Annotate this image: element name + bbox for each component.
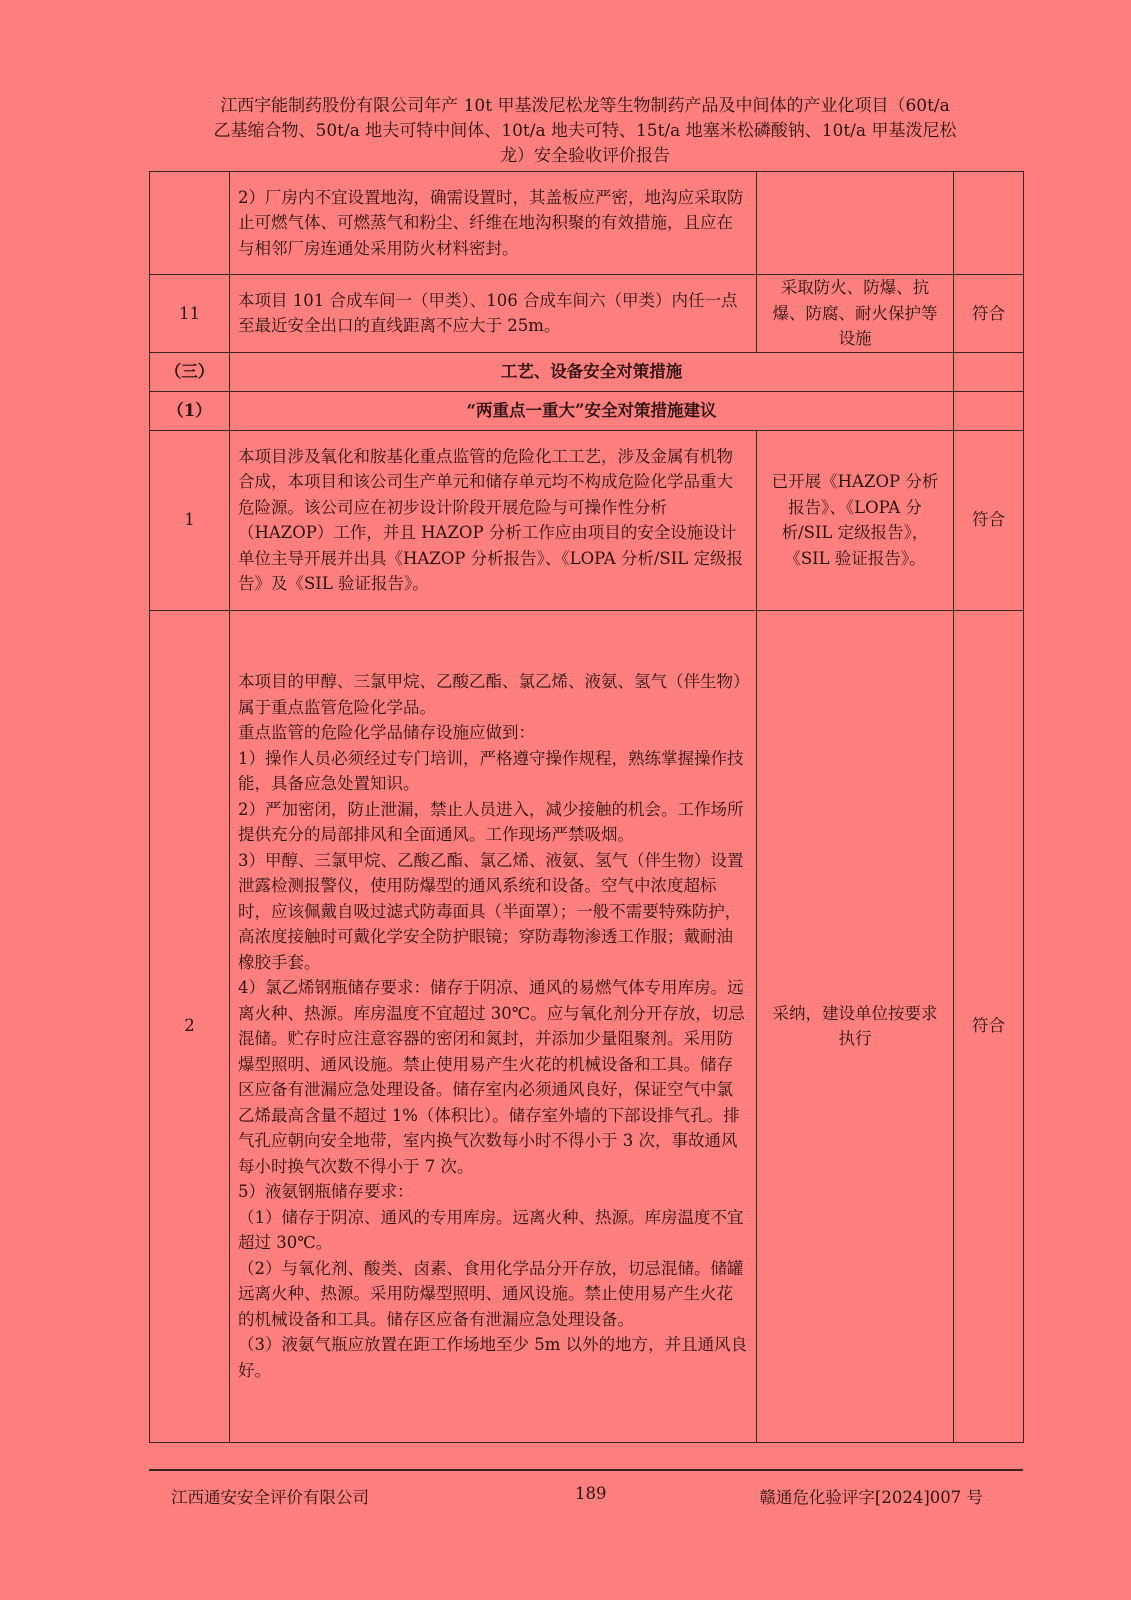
row-measure: 采取防火、防爆、抗爆、防腐、耐火保护等设施	[757, 275, 954, 353]
paragraph: （2）与氧化剂、酸类、卤素、食用化学品分开存放，切忌混储。储罐远离火种、热源。采用防爆型照明、通风设施。禁止使用易产生火花的机械设备和工具。储存区应备有泄漏应急处理设备。	[238, 1258, 744, 1329]
page-number: 189	[575, 1484, 607, 1503]
header-line-2: 乙基缩合物、50t/a 地夫可特中间体、10t/a 地夫可特、15t/a 地塞米松磷酸钠、10t/a 甲基泼尼松	[213, 121, 957, 141]
table-row	[150, 275, 1024, 353]
header-line-1: 江西宇能制药股份有限公司年产 10t 甲基泼尼松龙等生物制药产品及中间体的产业化项目（60t/a	[220, 96, 950, 116]
row-measure: 采纳，建设单位按要求执行	[757, 610, 954, 1442]
paragraph: 5）液氨钢瓶储存要求：	[238, 1182, 414, 1201]
subsection-result-cell	[954, 391, 1024, 430]
paragraph: （1）储存于阴凉、通风的专用库房。远离火种、热源。库房温度不宜超过 30℃。	[238, 1207, 744, 1252]
row-number	[150, 172, 230, 275]
section-title: 工艺、设备安全对策措施	[230, 352, 954, 391]
row-content: 本项目 101 合成车间一（甲类）、106 合成车间六（甲类）内任一点至最近安全出口的直线距离不应大于 25m。	[230, 275, 757, 353]
document-code: 赣通危化验评字[2024]007 号	[759, 1488, 983, 1507]
section-header-row	[150, 352, 1024, 391]
section-result-cell	[954, 352, 1024, 391]
paragraph: 本项目的甲醇、三氯甲烷、乙酸乙酯、氯乙烯、液氨、氢气（伴生物）属于重点监管危险化学品。	[238, 672, 742, 717]
row-measure	[757, 172, 954, 275]
paragraph: 3）甲醇、三氯甲烷、乙酸乙酯、氯乙烯、液氨、氢气（伴生物）设置泄露检测报警仪，使用防爆型的通风系统和设备。空气中浓度超标时，应该佩戴自吸过滤式防毒面具（半面罩）；一般不需要特殊防护，高浓度接触时可戴化学安全防护眼镜；穿防毒物渗透工作服；戴耐油橡胶手套。	[238, 850, 744, 972]
row-number: 11	[150, 275, 230, 353]
subsection-header-row	[150, 391, 1024, 430]
row-result: 符合	[954, 275, 1024, 353]
table-row	[150, 430, 1024, 610]
document-header	[150, 94, 1020, 169]
row-number: 2	[150, 610, 230, 1442]
section-number: （三）	[150, 352, 230, 391]
table-row	[150, 610, 1024, 1442]
row-number: 1	[150, 430, 230, 610]
row-result	[954, 172, 1024, 275]
row-content: 2）厂房内不宜设置地沟，确需设置时，其盖板应严密，地沟应采取防止可燃气体、可燃蒸气和粉尘、纤维在地沟积聚的有效措施，且应在与相邻厂房连通处采用防火材料密封。	[230, 172, 757, 275]
row-content: 本项目涉及氧化和胺基化重点监管的危险化工工艺，涉及金属有机物合成，本项目和该公司生产单元和储存单元均不构成危险化学品重大危险源。该公司应在初步设计阶段开展危险与可操作性分析（HAZOP）工作，并且 HAZOP 分析工作应由项目的安全设施设计单位主导开展并出具《HAZOP 分析报告》、《LOPA 分析/SIL 定级报告》及《SIL 验证报告》。	[230, 430, 757, 610]
table-row	[150, 172, 1024, 275]
paragraph: （3）液氨气瓶应放置在距工作场地至少 5m 以外的地方，并且通风良好。	[238, 1335, 748, 1380]
row-measure: 已开展《HAZOP 分析报告》、《LOPA 分析/SIL 定级报告》，《SIL 验证报告》。	[757, 430, 954, 610]
row-result: 符合	[954, 610, 1024, 1442]
paragraph: 重点监管的危险化学品储存设施应做到：	[238, 723, 535, 742]
footer-company: 江西通安安全评价有限公司	[171, 1488, 369, 1507]
paragraph: 2）严加密闭，防止泄漏，禁止人员进入，减少接触的机会。工作场所提供充分的局部排风和全面通风。工作现场严禁吸烟。	[238, 799, 744, 844]
measures-table	[149, 171, 1024, 1443]
header-line-3: 龙）安全验收评价报告	[500, 146, 670, 166]
paragraph: 4）氯乙烯钢瓶储存要求：储存于阴凉、通风的易燃气体专用库房。远离火种、热源。库房温度不宜超过 30℃。应与氧化剂分开存放，切忌混储。贮存时应注意容器的密闭和氮封，并添加少量阻聚剂。采用防爆型照明、通风设施。禁止使用易产生火花的机械设备和工具。储存区应备有泄漏应急处理设备。储存室内必须通风良好，保证空气中氯乙烯最高含量不超过 1%（体积比）。储存室外墙的下部设排气孔。排气孔应朝向安全地带，室内换气次数每小时不得小于 3 次，事故通风每小时换气次数不得小于 7 次。	[238, 978, 745, 1176]
subsection-number: （1）	[150, 391, 230, 430]
subsection-title: “两重点一重大”安全对策措施建议	[230, 391, 954, 430]
paragraph: 1）操作人员必须经过专门培训，严格遵守操作规程，熟练掌握操作技能，具备应急处置知识。	[238, 748, 744, 793]
row-result: 符合	[954, 430, 1024, 610]
row-content	[230, 610, 757, 1442]
page-footer	[149, 1469, 1023, 1507]
